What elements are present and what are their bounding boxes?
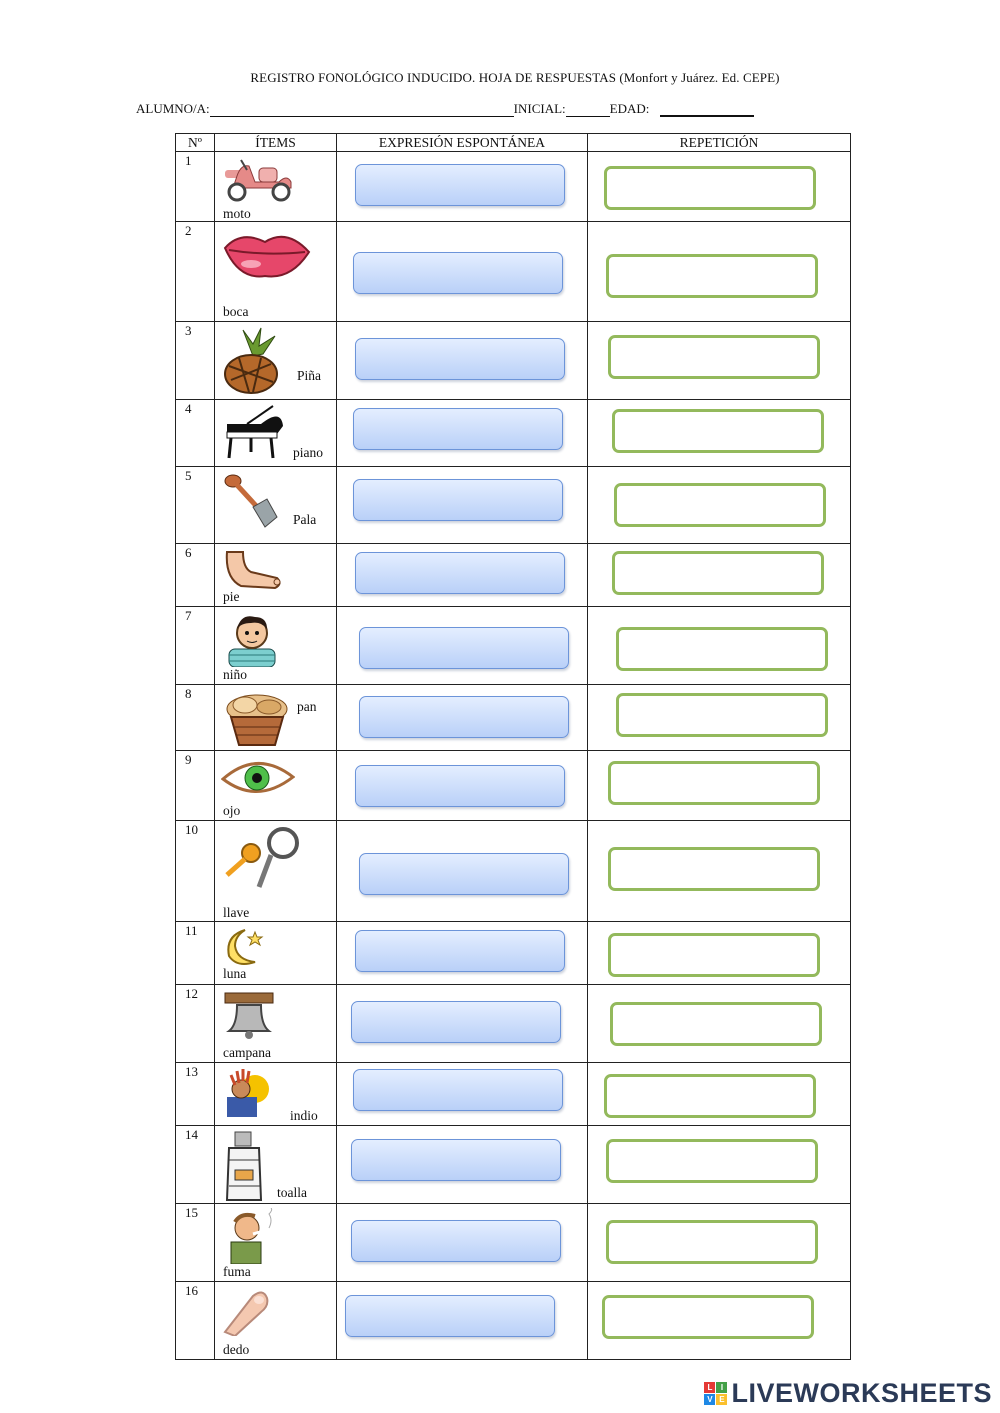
table-row [176, 922, 851, 985]
student-info-line [136, 101, 754, 117]
column-header-repetition: REPETICIÓN [588, 134, 851, 152]
item-number: 8 [176, 685, 215, 751]
item-number: 16 [176, 1282, 215, 1360]
table-header-row [176, 134, 851, 152]
spontaneous-answer-box[interactable] [353, 479, 563, 521]
item-number: 10 [176, 821, 215, 922]
item-cell [215, 751, 337, 821]
eye-icon [221, 755, 295, 806]
item-number: 2 [176, 222, 215, 322]
column-header-items: ÍTEMS [215, 134, 337, 152]
table-row [176, 821, 851, 922]
spontaneous-answer-box[interactable] [351, 1001, 561, 1043]
column-header-number: Nº [176, 134, 215, 152]
spontaneous-cell [337, 821, 588, 922]
spontaneous-answer-box[interactable] [355, 338, 565, 380]
spontaneous-cell [337, 685, 588, 751]
item-number: 12 [176, 985, 215, 1063]
spontaneous-answer-box[interactable] [351, 1220, 561, 1262]
initial-label: INICIAL: [513, 101, 566, 116]
repetition-cell [588, 685, 851, 751]
indian-icon [221, 1067, 271, 1122]
spontaneous-answer-box[interactable] [351, 1139, 561, 1181]
student-name-blank [210, 104, 514, 117]
item-number: 9 [176, 751, 215, 821]
spontaneous-answer-box[interactable] [355, 930, 565, 972]
repetition-answer-box[interactable] [602, 1295, 814, 1339]
repetition-cell [588, 751, 851, 821]
spontaneous-answer-box[interactable] [353, 1069, 563, 1111]
item-cell [215, 685, 337, 751]
repetition-answer-box[interactable] [614, 483, 826, 527]
spontaneous-answer-box[interactable] [345, 1295, 555, 1337]
item-cell [215, 467, 337, 544]
spontaneous-cell [337, 322, 588, 400]
item-word: niño [223, 667, 248, 682]
repetition-answer-box[interactable] [612, 409, 824, 453]
repetition-answer-box[interactable] [608, 761, 820, 805]
repetition-answer-box[interactable] [606, 1139, 818, 1183]
towel-icon [221, 1130, 271, 1211]
table-row [176, 607, 851, 685]
item-number: 3 [176, 322, 215, 400]
brand-name: LIVEWORKSHEETS [731, 1378, 992, 1408]
spontaneous-answer-box[interactable] [359, 853, 569, 895]
item-cell [215, 322, 337, 400]
table-row [176, 544, 851, 607]
table-row [176, 1204, 851, 1282]
repetition-cell [588, 1126, 851, 1204]
item-cell [215, 1204, 337, 1282]
repetition-cell [588, 322, 851, 400]
table-row [176, 222, 851, 322]
table-row [176, 751, 851, 821]
repetition-cell [588, 1063, 851, 1126]
table-row [176, 152, 851, 222]
spontaneous-cell [337, 751, 588, 821]
repetition-cell [588, 400, 851, 467]
item-number: 6 [176, 544, 215, 607]
item-word: fuma [223, 1264, 251, 1279]
item-cell [215, 985, 337, 1063]
spontaneous-cell [337, 152, 588, 222]
repetition-answer-box[interactable] [610, 1002, 822, 1046]
repetition-cell [588, 821, 851, 922]
item-word: llave [223, 905, 250, 920]
table-row [176, 1282, 851, 1360]
lips-icon [221, 226, 313, 289]
repetition-cell [588, 467, 851, 544]
item-cell [215, 1063, 337, 1126]
spontaneous-cell [337, 544, 588, 607]
item-number: 5 [176, 467, 215, 544]
item-word: luna [223, 966, 247, 981]
spontaneous-cell [337, 1282, 588, 1360]
item-cell [215, 222, 337, 322]
repetition-answer-box[interactable] [616, 627, 828, 671]
pineapple-icon [221, 326, 285, 401]
item-cell [215, 821, 337, 922]
repetition-answer-box[interactable] [608, 335, 820, 379]
table-row [176, 985, 851, 1063]
item-word: dedo [223, 1342, 250, 1357]
item-word: pie [223, 589, 240, 604]
smoking-man-icon [221, 1208, 279, 1269]
spontaneous-cell [337, 222, 588, 322]
table-row [176, 1063, 851, 1126]
spontaneous-cell [337, 1204, 588, 1282]
item-word: toalla [277, 1185, 307, 1200]
shovel-icon [221, 471, 283, 534]
item-cell [215, 400, 337, 467]
item-number: 15 [176, 1204, 215, 1282]
age-blank [660, 103, 754, 117]
item-number: 11 [176, 922, 215, 985]
item-cell [215, 922, 337, 985]
logo-mark-icon: L I V E [704, 1382, 727, 1405]
item-word: ojo [223, 803, 241, 818]
item-word: pan [297, 699, 317, 714]
repetition-answer-box[interactable] [606, 254, 818, 298]
item-word: Piña [297, 368, 322, 383]
repetition-cell [588, 985, 851, 1063]
repetition-cell [588, 222, 851, 322]
repetition-answer-box[interactable] [616, 693, 828, 737]
boy-icon [221, 611, 283, 672]
repetition-cell [588, 607, 851, 685]
finger-icon [221, 1286, 271, 1341]
answer-table [175, 133, 851, 1360]
spontaneous-cell [337, 607, 588, 685]
spontaneous-cell [337, 1126, 588, 1204]
student-label: ALUMNO/A: [136, 101, 210, 116]
item-number: 7 [176, 607, 215, 685]
table-row [176, 400, 851, 467]
table-row [176, 467, 851, 544]
spontaneous-cell [337, 985, 588, 1063]
spontaneous-answer-box[interactable] [353, 408, 563, 450]
spontaneous-cell [337, 467, 588, 544]
item-number: 1 [176, 152, 215, 222]
scooter-icon [221, 156, 297, 209]
repetition-answer-box[interactable] [604, 1074, 816, 1118]
item-word: piano [293, 445, 323, 460]
spontaneous-answer-box[interactable] [355, 552, 565, 594]
keys-icon [221, 825, 305, 900]
item-word: Pala [293, 512, 317, 527]
liveworksheets-logo [704, 1378, 992, 1409]
item-cell [215, 1126, 337, 1204]
item-word: moto [223, 206, 251, 221]
column-header-spontaneous: EXPRESIÓN ESPONTÁNEA [337, 134, 588, 152]
item-number: 13 [176, 1063, 215, 1126]
spontaneous-answer-box[interactable] [353, 252, 563, 294]
table-row [176, 1126, 851, 1204]
spontaneous-cell [337, 1063, 588, 1126]
item-word: campana [223, 1045, 271, 1060]
spontaneous-answer-box[interactable] [359, 696, 569, 738]
table-row [176, 685, 851, 751]
spontaneous-answer-box[interactable] [355, 765, 565, 807]
item-number: 4 [176, 400, 215, 467]
item-cell [215, 544, 337, 607]
spontaneous-cell [337, 922, 588, 985]
item-cell [215, 152, 337, 222]
item-word: indio [290, 1108, 318, 1123]
item-cell [215, 1282, 337, 1360]
bell-icon [221, 989, 277, 1046]
table-row [176, 322, 851, 400]
bread-basket-icon [221, 689, 293, 754]
item-word: boca [223, 304, 249, 319]
repetition-answer-box[interactable] [608, 847, 820, 891]
spontaneous-answer-box[interactable] [355, 164, 565, 206]
repetition-cell [588, 1282, 851, 1360]
age-label: EDAD: [609, 101, 650, 116]
repetition-cell [588, 152, 851, 222]
page-title: REGISTRO FONOLÓGICO INDUCIDO. HOJA DE RESPUESTAS (Monfort y Juárez. Ed. CEPE) [250, 70, 780, 85]
piano-icon [221, 404, 287, 465]
spontaneous-answer-box[interactable] [359, 627, 569, 669]
repetition-answer-box[interactable] [604, 166, 816, 210]
item-cell [215, 607, 337, 685]
repetition-cell [588, 922, 851, 985]
spontaneous-cell [337, 400, 588, 467]
repetition-answer-box[interactable] [612, 551, 824, 595]
initial-blank [566, 104, 610, 117]
repetition-cell [588, 1204, 851, 1282]
repetition-answer-box[interactable] [608, 933, 820, 977]
repetition-cell [588, 544, 851, 607]
item-number: 14 [176, 1126, 215, 1204]
repetition-answer-box[interactable] [606, 1220, 818, 1264]
